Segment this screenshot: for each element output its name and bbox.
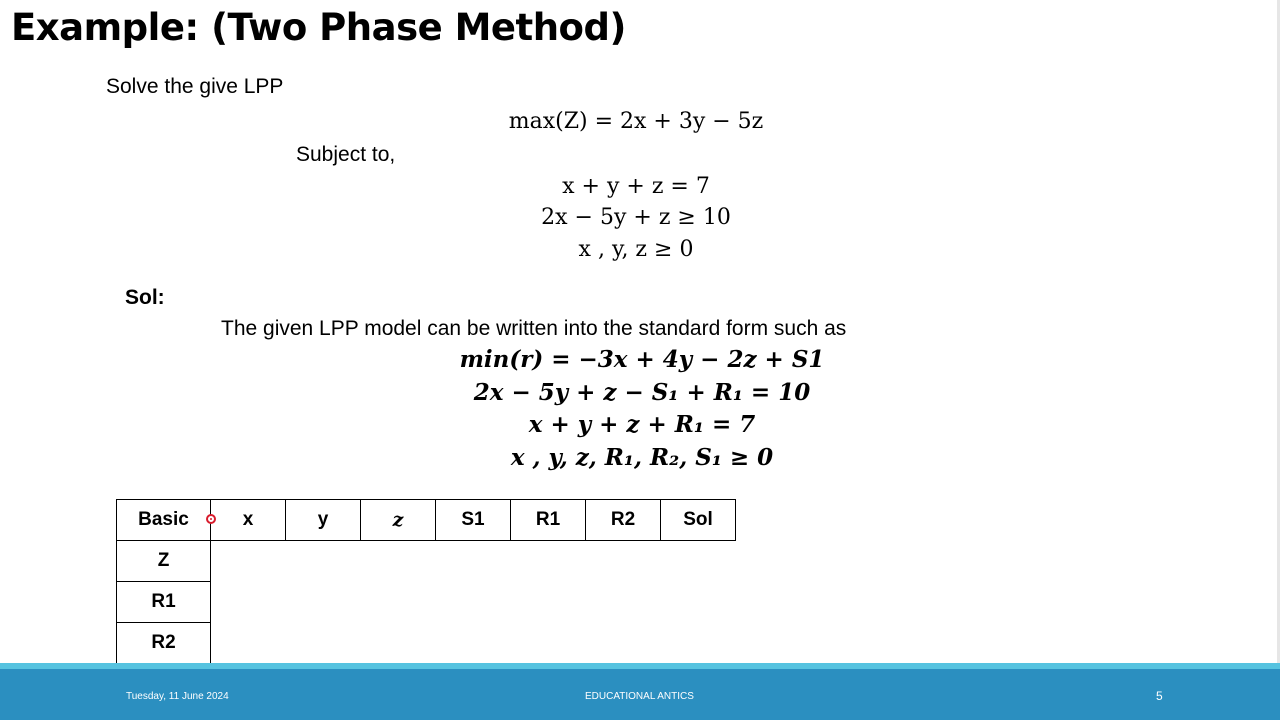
constraint-3: x , y, z ≥ 0 — [578, 237, 694, 262]
row-label: R2 — [117, 623, 211, 664]
slide-title: Example: (Two Phase Method) — [11, 6, 626, 49]
standard-form-text: The given LPP model can be written into the standard form such as — [221, 317, 847, 340]
constraint-2: 2x − 5y + z ≥ 10 — [541, 205, 731, 230]
objective-function: max(Z) = 2x + 3y − 5z — [508, 109, 764, 134]
table-header: z — [361, 500, 436, 541]
standard-eq-1: 2x − 5y + z − S₁ + R₁ = 10 — [473, 379, 811, 406]
table-header: R1 — [511, 500, 586, 541]
table-header: Basic — [117, 500, 211, 541]
table-header: x — [211, 500, 286, 541]
standard-eq-2: x + y + z + R₁ = 7 — [528, 411, 756, 438]
sol-label: Sol: — [125, 286, 165, 309]
row-label: R1 — [117, 582, 211, 623]
table-header: Sol — [661, 500, 736, 541]
standard-eq-3: x , y, z, R₁, R₂, S₁ ≥ 0 — [510, 444, 774, 471]
row-label: Z — [117, 541, 211, 582]
page-number: 5 — [1156, 689, 1163, 703]
table-header: R2 — [586, 500, 661, 541]
table-header: S1 — [436, 500, 511, 541]
footer-bar — [0, 669, 1280, 720]
footer-date: Tuesday, 11 June 2024 — [126, 691, 229, 702]
table-row — [117, 623, 736, 664]
pointer-cursor — [206, 514, 216, 524]
table-row — [117, 582, 736, 623]
table-header: y — [286, 500, 361, 541]
footer-center-text: EDUCATIONAL ANTICS — [585, 691, 694, 702]
intro-text: Solve the give LPP — [106, 75, 284, 98]
standard-objective: min(r) = −3x + 4y − 2z + S1 — [459, 346, 825, 373]
table-row — [117, 541, 736, 582]
constraint-1: x + y + z = 7 — [562, 174, 710, 199]
subject-to-label: Subject to, — [296, 143, 396, 166]
